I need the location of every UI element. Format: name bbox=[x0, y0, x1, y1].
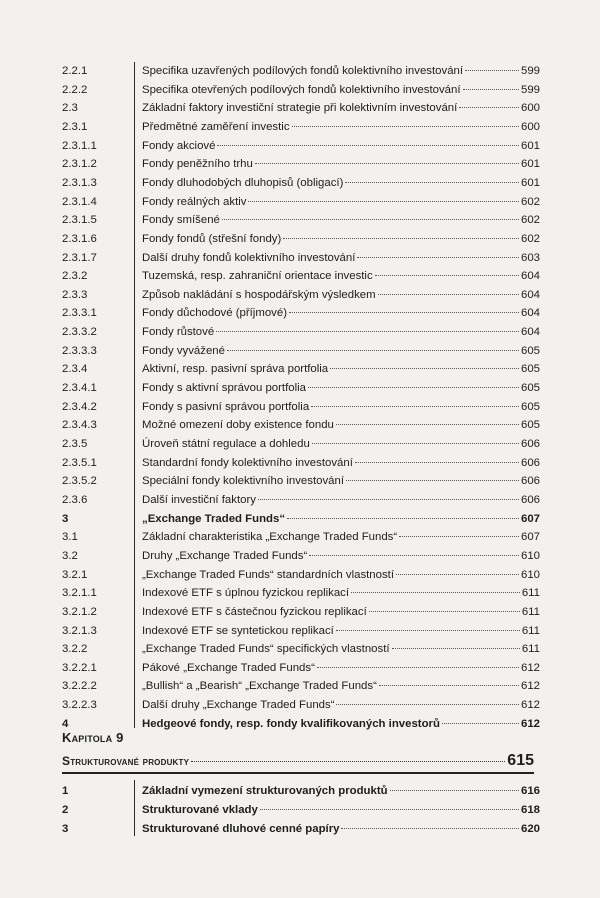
toc-entry-number: 2.2.1 bbox=[62, 65, 88, 77]
toc-entry-number: 3.2.2.3 bbox=[62, 699, 97, 712]
leader-dots bbox=[248, 200, 519, 202]
toc-entry-page: 618 bbox=[520, 803, 540, 816]
toc-entry-title: „Exchange Traded Funds“ specifických vlastností bbox=[142, 643, 390, 656]
chapter-title: Strukturované produkty bbox=[62, 754, 190, 768]
toc-entry-number: 2.3.1.4 bbox=[62, 195, 97, 208]
toc-entry-line bbox=[142, 304, 540, 322]
toc-entry-page: 606 bbox=[520, 475, 540, 488]
toc-entry-line bbox=[142, 360, 540, 378]
toc-entry-title: Specifika uzavřených podílových fondů kolektivního investování bbox=[142, 65, 464, 77]
toc-entry-page: 604 bbox=[520, 270, 540, 283]
toc-entry-line bbox=[142, 677, 540, 695]
toc-entry-title: „Bullish“ a „Bearish“ „Exchange Traded Funds“ bbox=[142, 680, 377, 693]
toc-entry-title: „Exchange Traded Funds“ standardních vlastností bbox=[142, 568, 395, 581]
toc-entry-page: 602 bbox=[520, 232, 540, 245]
toc-entry-title: Speciální fondy kolektivního investování bbox=[142, 475, 344, 488]
toc-entry-page: 606 bbox=[520, 438, 540, 450]
leader-dots bbox=[442, 722, 519, 724]
toc-entry-line bbox=[142, 62, 540, 80]
toc-entry-title: Fondy s pasivní správou portfolia bbox=[142, 400, 310, 413]
toc-entry-title: Aktivní, resp. pasivní správa portfolia bbox=[142, 363, 329, 376]
toc-entry-number: 2.3.1 bbox=[62, 120, 88, 133]
toc-entry-number: 3.2.2.2 bbox=[62, 680, 97, 693]
toc-entry-title: Fondy růstové bbox=[142, 326, 215, 339]
toc-entry-line bbox=[142, 801, 540, 819]
toc-entry[interactable] bbox=[0, 249, 600, 267]
leader-dots bbox=[309, 554, 519, 556]
toc-entry-line bbox=[142, 99, 540, 117]
leader-dots bbox=[258, 498, 519, 500]
leader-dots bbox=[336, 703, 519, 705]
toc-entry-line bbox=[142, 249, 540, 267]
leader-dots bbox=[217, 144, 519, 146]
leader-dots bbox=[336, 629, 520, 631]
toc-entry-line bbox=[142, 696, 540, 714]
toc-entry-number: 2.3.1.3 bbox=[62, 176, 97, 189]
toc-entry[interactable] bbox=[0, 193, 600, 211]
toc-entry-number: 1 bbox=[62, 785, 69, 797]
toc-entry[interactable] bbox=[0, 547, 600, 565]
toc-entry-number: 3 bbox=[62, 512, 69, 525]
toc-entry-number: 3.2.1.1 bbox=[62, 587, 97, 600]
toc-entry-line bbox=[142, 715, 540, 733]
toc-entry-line bbox=[142, 491, 540, 509]
toc-entry[interactable] bbox=[0, 118, 600, 136]
leader-dots bbox=[227, 349, 519, 351]
toc-entry-title: Indexové ETF s úplnou fyzickou replikací bbox=[142, 587, 350, 600]
toc-entry-page: 601 bbox=[520, 139, 540, 152]
leader-dots bbox=[308, 386, 519, 388]
toc-entry[interactable] bbox=[0, 510, 600, 528]
toc-entry-line bbox=[142, 547, 540, 565]
toc-entry-title: Možné omezení doby existence fondu bbox=[142, 419, 334, 432]
leader-dots bbox=[351, 591, 520, 593]
toc-entry[interactable] bbox=[0, 677, 600, 695]
toc-entry-line bbox=[142, 782, 540, 800]
toc-entry-title: Další druhy „Exchange Traded Funds“ bbox=[142, 699, 335, 712]
toc-entry-page: 604 bbox=[520, 307, 540, 320]
toc-entry-title: Fondy peněžního trhu bbox=[142, 158, 253, 171]
toc-entry-page: 599 bbox=[520, 83, 540, 96]
toc-entry-line bbox=[142, 603, 540, 621]
toc-entry[interactable] bbox=[0, 211, 600, 229]
toc-entry-page: 610 bbox=[520, 549, 540, 562]
toc-entry-line bbox=[142, 472, 540, 490]
toc-entry[interactable] bbox=[0, 342, 600, 360]
toc-entry-title: Základní vymezení strukturovaných produktů bbox=[142, 785, 388, 797]
toc-entry-page: 605 bbox=[520, 382, 540, 395]
toc-entry-line bbox=[142, 193, 540, 211]
toc-entry-line bbox=[142, 622, 540, 640]
toc-entry-title: Způsob nakládání s hospodářským výsledkem bbox=[142, 288, 376, 301]
toc-entry-number: 2.3.3 bbox=[62, 288, 88, 301]
toc-entry-page: 602 bbox=[520, 195, 540, 208]
toc-entry-page: 611 bbox=[521, 587, 540, 600]
toc-entry[interactable] bbox=[0, 155, 600, 173]
leader-dots bbox=[191, 760, 505, 762]
toc-entry-line bbox=[142, 81, 540, 99]
toc-entry[interactable] bbox=[0, 416, 600, 434]
toc-entry[interactable] bbox=[0, 304, 600, 322]
toc-entry[interactable] bbox=[0, 659, 600, 677]
toc-entry[interactable] bbox=[0, 323, 600, 341]
toc-entry-page: 605 bbox=[520, 363, 540, 376]
toc-entry-number: 3 bbox=[62, 822, 69, 835]
toc-entry-line bbox=[142, 584, 540, 602]
toc-entry-number: 2.3.1.6 bbox=[62, 232, 97, 245]
leader-dots bbox=[375, 274, 519, 276]
leader-dots bbox=[260, 808, 519, 810]
toc-entry[interactable] bbox=[0, 622, 600, 640]
toc-entry-title: Indexové ETF se syntetickou replikací bbox=[142, 624, 334, 637]
toc-entry-number: 3.2.1.2 bbox=[62, 605, 97, 618]
toc-entry[interactable] bbox=[0, 491, 600, 509]
toc-entry-page: 601 bbox=[520, 176, 540, 189]
toc-entry-number: 2.3.1.2 bbox=[62, 158, 97, 171]
toc-entry-page: 606 bbox=[520, 456, 540, 469]
toc-entry-page: 607 bbox=[520, 512, 540, 525]
toc-entry[interactable] bbox=[0, 584, 600, 602]
leader-dots bbox=[459, 106, 519, 108]
toc-entry-page: 600 bbox=[520, 102, 540, 115]
toc-entry-title: Fondy fondů (střešní fondy) bbox=[142, 232, 282, 245]
toc-entry-page: 612 bbox=[520, 699, 540, 712]
toc-entry-page: 599 bbox=[520, 65, 540, 77]
toc-entry-line bbox=[142, 137, 540, 155]
toc-entry-number: 2.3.5.2 bbox=[62, 475, 97, 488]
toc-entry-number: 2.3 bbox=[62, 102, 78, 115]
toc-entry-number: 2.3.4 bbox=[62, 363, 88, 376]
toc-entry-line bbox=[142, 342, 540, 360]
toc-entry[interactable] bbox=[0, 820, 600, 838]
toc-entry-page: 612 bbox=[520, 717, 540, 730]
toc-entry-page: 604 bbox=[520, 326, 540, 339]
toc-entry-line bbox=[142, 640, 540, 658]
toc-entry-line bbox=[142, 211, 540, 229]
toc-entry-line bbox=[142, 155, 540, 173]
toc-entry-number: 3.2.2 bbox=[62, 643, 88, 656]
toc-entry-number: 2.3.1.7 bbox=[62, 251, 97, 264]
toc-entry-line bbox=[142, 659, 540, 677]
toc-entry[interactable] bbox=[0, 360, 600, 378]
toc-entry-number: 3.2.1.3 bbox=[62, 624, 97, 637]
toc-entry[interactable] bbox=[0, 62, 600, 80]
toc-entry-line bbox=[142, 820, 540, 838]
toc-entry-title: Fondy důchodové (příjmové) bbox=[142, 307, 287, 320]
toc-entry-title: Strukturované vklady bbox=[142, 803, 258, 816]
toc-entry-title: Předmětné zaměření investic bbox=[142, 120, 290, 133]
toc-entry-title: Fondy reálných aktiv bbox=[142, 195, 247, 208]
toc-entry-page: 611 bbox=[521, 643, 540, 656]
toc-entry-title: Základní charakteristika „Exchange Traded Funds“ bbox=[142, 531, 398, 544]
toc-entry-title: Druhy „Exchange Traded Funds“ bbox=[142, 549, 308, 562]
toc-entry-line bbox=[142, 510, 540, 528]
toc-entry[interactable] bbox=[0, 137, 600, 155]
toc-entry-line bbox=[142, 398, 540, 416]
leader-dots bbox=[465, 69, 519, 71]
toc-entry-line bbox=[142, 286, 540, 304]
toc-entry-page: 605 bbox=[520, 400, 540, 413]
toc-entry[interactable] bbox=[0, 566, 600, 584]
toc-entry-title: Fondy dluhodobých dluhopisů (obligací) bbox=[142, 176, 344, 189]
toc-entry-page: 611 bbox=[521, 605, 540, 618]
toc-entry-number: 2.3.3.1 bbox=[62, 307, 97, 320]
leader-dots bbox=[355, 461, 519, 463]
toc-entry-number: 2 bbox=[62, 803, 69, 816]
leader-dots bbox=[346, 479, 519, 481]
leader-dots bbox=[399, 535, 519, 537]
toc-entry-number: 2.2.2 bbox=[62, 83, 88, 96]
leader-dots bbox=[283, 237, 519, 239]
toc-entry-title: Fondy akciové bbox=[142, 139, 216, 152]
leader-dots bbox=[311, 405, 519, 407]
toc-entry-title: Standardní fondy kolektivního investování bbox=[142, 456, 353, 469]
toc-entry[interactable] bbox=[0, 99, 600, 117]
toc-entry-number: 2.3.2 bbox=[62, 270, 88, 283]
toc-entry-line bbox=[142, 435, 540, 453]
toc-entry-page: 620 bbox=[520, 822, 540, 835]
toc-entry[interactable] bbox=[0, 696, 600, 714]
toc-entry-line bbox=[142, 230, 540, 248]
toc-entry-page: 612 bbox=[520, 661, 540, 674]
toc-entry[interactable] bbox=[0, 286, 600, 304]
toc-entry-line bbox=[142, 323, 540, 341]
toc-entry-page: 607 bbox=[520, 531, 540, 544]
toc-entry-page: 605 bbox=[520, 344, 540, 357]
toc-entry-title: Další druhy fondů kolektivního investování bbox=[142, 251, 356, 264]
toc-entry-title: Fondy s aktivní správou portfolia bbox=[142, 382, 306, 395]
toc-entry-line bbox=[142, 416, 540, 434]
leader-dots bbox=[287, 517, 519, 519]
toc-entry-number: 2.3.6 bbox=[62, 493, 88, 506]
toc-entry-title: Úroveň státní regulace a dohledu bbox=[142, 438, 310, 450]
toc-entry-line bbox=[142, 379, 540, 397]
toc-entry-title: Pákové „Exchange Traded Funds“ bbox=[142, 661, 315, 674]
toc-entry-page: 616 bbox=[520, 785, 540, 797]
toc-entry-number: 2.3.4.3 bbox=[62, 419, 97, 432]
leader-dots bbox=[336, 423, 519, 425]
toc-entry[interactable] bbox=[0, 472, 600, 490]
leader-dots bbox=[255, 162, 519, 164]
toc-entry-page: 610 bbox=[520, 568, 540, 581]
toc-entry-number: 2.3.5.1 bbox=[62, 456, 97, 469]
toc-entry-number: 2.3.4.1 bbox=[62, 382, 97, 395]
toc-entry-page: 603 bbox=[520, 251, 540, 264]
toc-entry-line bbox=[142, 454, 540, 472]
toc-entry-number: 2.3.4.2 bbox=[62, 400, 97, 413]
chapter-title-row[interactable] bbox=[62, 752, 534, 774]
leader-dots bbox=[312, 442, 519, 444]
leader-dots bbox=[216, 330, 519, 332]
toc-entry[interactable] bbox=[0, 801, 600, 819]
toc-entry[interactable] bbox=[0, 230, 600, 248]
toc-entry[interactable] bbox=[0, 640, 600, 658]
toc-entry-page: 611 bbox=[521, 624, 540, 637]
leader-dots bbox=[463, 88, 519, 90]
toc-entry-line bbox=[142, 267, 540, 285]
toc-entry-number: 2.3.5 bbox=[62, 438, 88, 450]
toc-entry[interactable] bbox=[0, 81, 600, 99]
toc-entry[interactable] bbox=[0, 267, 600, 285]
toc-entry-title: Indexové ETF s částečnou fyzickou replikací bbox=[142, 605, 367, 618]
leader-dots bbox=[292, 125, 519, 127]
leader-dots bbox=[345, 181, 519, 183]
toc-entry[interactable] bbox=[0, 454, 600, 472]
leader-dots bbox=[357, 256, 519, 258]
leader-dots bbox=[390, 789, 519, 791]
toc-entry[interactable] bbox=[0, 379, 600, 397]
toc-entry[interactable] bbox=[0, 603, 600, 621]
toc-entry-title: Specifika otevřených podílových fondů kolektivního investování bbox=[142, 83, 461, 96]
leader-dots bbox=[379, 684, 519, 686]
toc-entry-number: 2.3.1.1 bbox=[62, 139, 97, 152]
chapter-page-number: 615 bbox=[507, 752, 534, 769]
toc-entry-title: „Exchange Traded Funds“ bbox=[142, 512, 286, 525]
toc-entry-line bbox=[142, 566, 540, 584]
toc-entry[interactable] bbox=[0, 435, 600, 453]
toc-entry-title: Tuzemská, resp. zahraniční orientace investic bbox=[142, 270, 373, 283]
toc-entry-number: 3.1 bbox=[62, 531, 78, 544]
toc-entry-page: 605 bbox=[520, 419, 540, 432]
leader-dots bbox=[396, 573, 519, 575]
toc-entry[interactable] bbox=[0, 528, 600, 546]
toc-entry-title: Hedgeové fondy, resp. fondy kvalifikovaných investorů bbox=[142, 717, 440, 730]
chapter-underline bbox=[62, 772, 534, 774]
toc-entry-number: 3.2.2.1 bbox=[62, 661, 97, 674]
leader-dots bbox=[317, 666, 519, 668]
toc-entry-line bbox=[142, 174, 540, 192]
toc-entry[interactable] bbox=[0, 174, 600, 192]
toc-entry[interactable] bbox=[0, 398, 600, 416]
toc-entry-number: 3.2 bbox=[62, 549, 78, 562]
toc-entry-page: 604 bbox=[520, 288, 540, 301]
leader-dots bbox=[392, 647, 520, 649]
toc-entry-line bbox=[142, 528, 540, 546]
toc-entry-page: 601 bbox=[520, 158, 540, 171]
leader-dots bbox=[289, 311, 519, 313]
toc-entry-page: 612 bbox=[520, 680, 540, 693]
leader-dots bbox=[330, 367, 519, 369]
toc-entry-page: 602 bbox=[520, 214, 540, 227]
toc-entry-title: Fondy vyvážené bbox=[142, 344, 225, 357]
toc-entry-number: 4 bbox=[62, 717, 69, 730]
toc-entry-title: Strukturované dluhové cenné papíry bbox=[142, 822, 340, 835]
toc-entry-number: 3.2.1 bbox=[62, 568, 88, 581]
chapter-label-text: Kapitola 9 bbox=[62, 730, 124, 745]
leader-dots bbox=[378, 293, 519, 295]
toc-entry-number: 2.3.3.3 bbox=[62, 344, 97, 357]
leader-dots bbox=[341, 827, 519, 829]
toc-entry-title: Základní faktory investiční strategie při kolektivním investování bbox=[142, 102, 458, 115]
toc-entry-title: Další investiční faktory bbox=[142, 493, 256, 506]
toc-entry[interactable] bbox=[0, 782, 600, 800]
chapter-label bbox=[62, 730, 124, 745]
leader-dots bbox=[369, 610, 520, 612]
toc-entry-page: 600 bbox=[520, 120, 540, 133]
toc-entry-page: 606 bbox=[520, 493, 540, 506]
toc-entry-title: Fondy smíšené bbox=[142, 214, 220, 227]
toc-entry-number: 2.3.3.2 bbox=[62, 326, 97, 339]
toc-entry-number: 2.3.1.5 bbox=[62, 214, 97, 227]
leader-dots bbox=[222, 218, 519, 220]
toc-entry-line bbox=[142, 118, 540, 136]
